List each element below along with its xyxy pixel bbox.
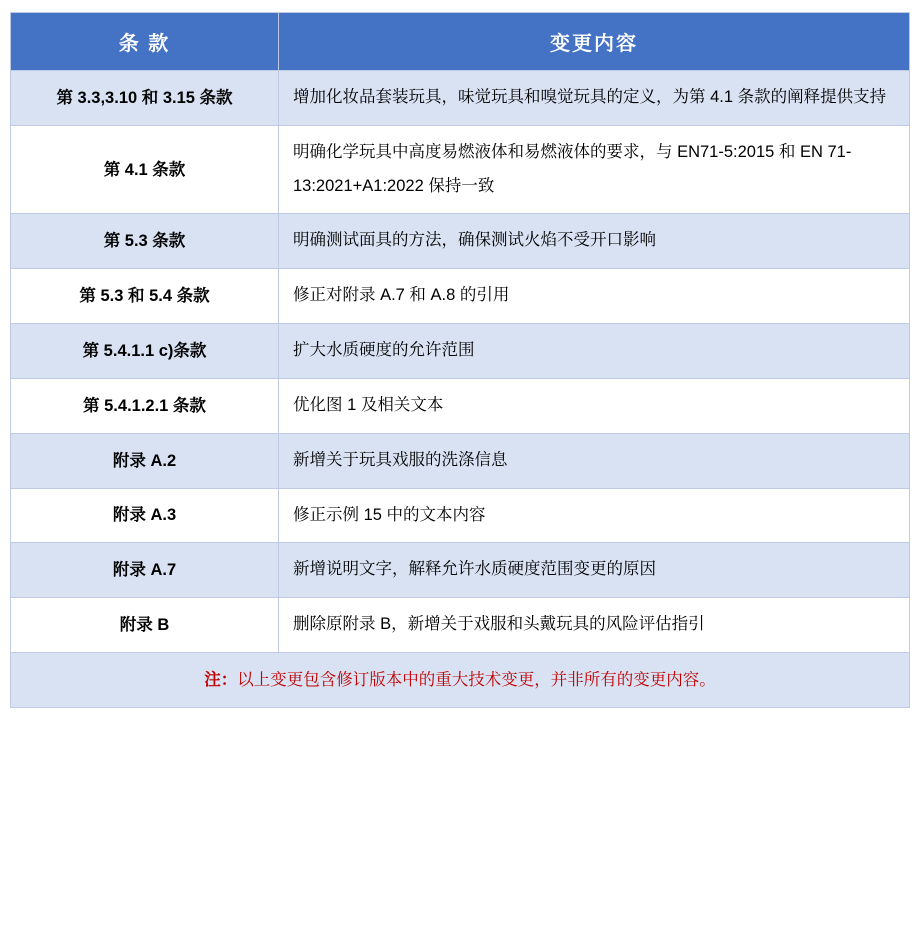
table-body (11, 71, 910, 708)
table-header-row (11, 13, 910, 71)
cell-detail: 修正对附录 A.7 和 A.8 的引用 (279, 269, 910, 324)
table-header (11, 13, 910, 71)
table-row (11, 214, 910, 269)
column-header-change-content: 变更内容 (279, 13, 910, 71)
note-cell (11, 652, 910, 707)
cell-clause: 附录 A.3 (11, 488, 279, 543)
cell-clause: 第 4.1 条款 (11, 125, 279, 214)
table-row (11, 598, 910, 653)
table-row (11, 543, 910, 598)
changes-table (10, 12, 910, 708)
cell-detail: 扩大水质硬度的允许范围 (279, 324, 910, 379)
cell-detail: 新增关于玩具戏服的洗涤信息 (279, 433, 910, 488)
table-row (11, 125, 910, 214)
cell-clause: 第 5.3 条款 (11, 214, 279, 269)
cell-clause: 附录 A.7 (11, 543, 279, 598)
cell-detail: 优化图 1 及相关文本 (279, 378, 910, 433)
table-row (11, 71, 910, 126)
table-row (11, 488, 910, 543)
table-row (11, 324, 910, 379)
table-row (11, 269, 910, 324)
table-row (11, 433, 910, 488)
cell-clause: 第 5.3 和 5.4 条款 (11, 269, 279, 324)
column-header-clause: 条 款 (11, 13, 279, 71)
cell-detail: 明确化学玩具中高度易燃液体和易燃液体的要求，与 EN71-5:2015 和 EN 71-13:2021+A1:2022 保持一致 (279, 125, 910, 214)
cell-detail: 修正示例 15 中的文本内容 (279, 488, 910, 543)
table-row (11, 378, 910, 433)
cell-detail: 新增说明文字，解释允许水质硬度范围变更的原因 (279, 543, 910, 598)
note-text: 以上变更包含修订版本中的重大技术变更，并非所有的变更内容。 (237, 670, 716, 689)
note-label: 注： (204, 670, 238, 689)
cell-detail: 明确测试面具的方法，确保测试火焰不受开口影响 (279, 214, 910, 269)
cell-clause: 第 3.3,3.10 和 3.15 条款 (11, 71, 279, 126)
cell-detail: 增加化妆品套装玩具，味觉玩具和嗅觉玩具的定义，为第 4.1 条款的阐释提供支持 (279, 71, 910, 126)
cell-clause: 第 5.4.1.2.1 条款 (11, 378, 279, 433)
cell-clause: 第 5.4.1.1 c)条款 (11, 324, 279, 379)
table-note-row (11, 652, 910, 707)
cell-detail: 删除原附录 B，新增关于戏服和头戴玩具的风险评估指引 (279, 598, 910, 653)
cell-clause: 附录 B (11, 598, 279, 653)
cell-clause: 附录 A.2 (11, 433, 279, 488)
